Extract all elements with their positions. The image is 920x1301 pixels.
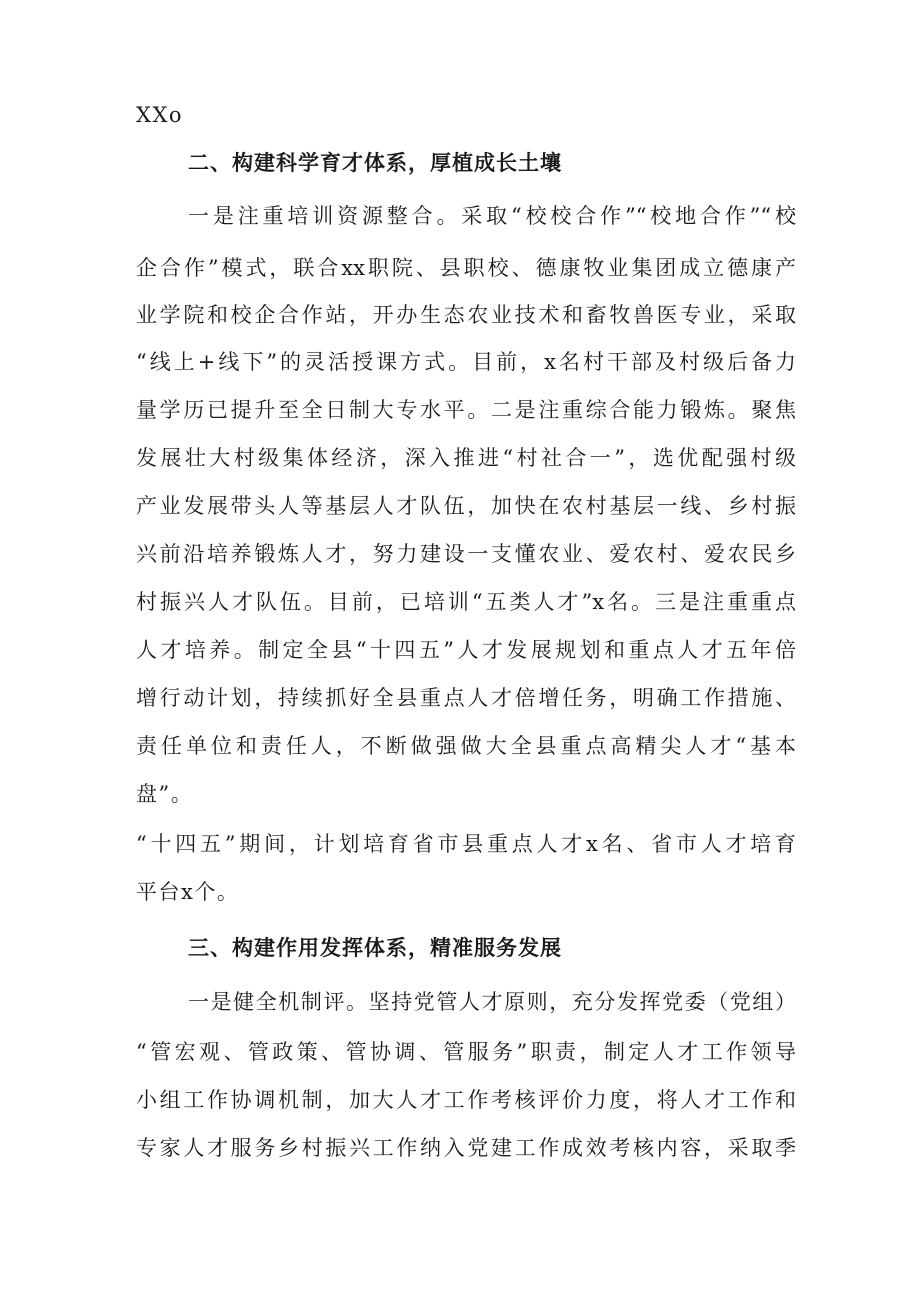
paragraph-line: 责任单位和责任人，不断做强做大全县重点高精尖人才“基本 <box>136 734 796 758</box>
paragraph-line: 专家人才服务乡村振兴工作纳入党建工作成效考核内容，采取季 <box>136 1136 796 1160</box>
paragraph-line: 增行动计划，持续抓好全县重点人才倍增任务，明确工作措施、 <box>136 686 796 710</box>
paragraph-line: 业学院和校企合作站，开办生态农业技术和畜牧兽医专业，采取 <box>136 303 796 327</box>
paragraph-line: “管宏观、管政策、管协调、管服务”职责，制定人才工作领导 <box>136 1040 796 1064</box>
paragraph-line: “十四五”期间，计划培育省市县重点人才x名、省市人才培育 <box>136 832 796 856</box>
paragraph-line: 发展壮大村级集体经济，深入推进“村社合一”，选优配强村级 <box>136 446 796 470</box>
paragraph-line: 平台x个。 <box>136 880 240 904</box>
paragraph-line: 村振兴人才队伍。目前，已培训“五类人才”x名。三是注重重点 <box>136 590 796 614</box>
text-line: XXo <box>136 103 184 127</box>
paragraph-line: 产业发展带头人等基层人才队伍，加快在农村基层一线、乡村振 <box>136 494 796 518</box>
section-heading: 三、构建作用发挥体系，精准服务发展 <box>188 935 562 960</box>
paragraph-line: 人才培养。制定全县“十四五”人才发展规划和重点人才五年倍 <box>136 638 796 662</box>
section-heading: 二、构建科学育才体系，厚植成长土壤 <box>188 150 562 175</box>
paragraph-line: 一是注重培训资源整合。采取“校校合作”“校地合作”“校 <box>188 204 796 228</box>
paragraph-line: 量学历已提升至全日制大专水平。二是注重综合能力锻炼。聚焦 <box>136 398 796 422</box>
paragraph-line: 盘”。 <box>136 782 194 806</box>
paragraph-line: 兴前沿培养锻炼人才，努力建设一支懂农业、爱农村、爱农民乡 <box>136 542 796 566</box>
paragraph-line: 小组工作协调机制，加大人才工作考核评价力度，将人才工作和 <box>136 1088 796 1112</box>
paragraph-line: 企合作”模式，联合xx职院、县职校、德康牧业集团成立德康产 <box>136 256 796 280</box>
paragraph-line: “线上+线下”的灵活授课方式。目前，x名村干部及村级后备力 <box>136 350 796 374</box>
paragraph-line: 一是健全机制评。坚持党管人才原则，充分发挥党委（党组） <box>188 990 796 1014</box>
